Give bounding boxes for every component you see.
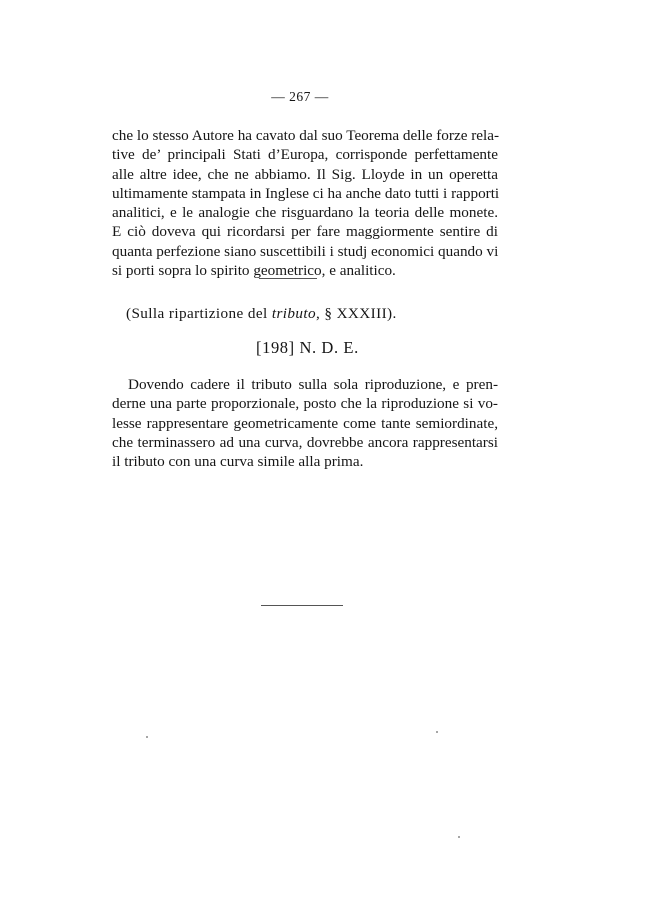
note-heading: [198] N. D. E. [256,338,359,357]
text-line: che lo stesso Autore ha cavato dal suo Teorema delle forze rela- [112,127,500,144]
page-number: — 267 — [271,89,329,104]
scan-speck [146,736,148,738]
scan-speck [436,731,438,733]
text-line: Dovendo cadere il tributo sulla sola riproduzione, e pren- [128,376,498,393]
end-divider [261,605,343,606]
text-line: lesse rappresentare geometricamente come tante semiordinate, [112,414,498,432]
section-heading [126,305,397,323]
section-divider [259,278,317,279]
text-line: ultimamente stampata in Inglese ci ha anche dato tutti i rapporti [112,184,500,202]
section-heading-suffix: , § XXXIII). [315,305,397,322]
text-line: quanta perfezione siano suscettibili i studj economici quando vi [112,242,499,260]
text-line: si porti sopra lo spirito geometrico, e analitico. [112,262,396,280]
section-heading-italic: tributo [271,305,316,322]
text-line: derne una parte proporzionale, posto che la riproduzione si vo- [112,395,498,413]
text-line: tive de’ principali Stati d’Europa, corrisponde perfettamente [112,146,498,164]
scan-speck [458,836,460,838]
note-paragraph [112,375,498,471]
paragraph-continued [112,126,498,280]
text-line: alle altre idee, che ne abbiamo. Il Sig. Lloyde in un operetta [112,165,498,183]
text-line: che terminassero ad una curva, dovrebbe ancora rappresentarsi [112,433,498,451]
text-line: E ciò doveva qui ricordarsi per fare maggiormente sentire di [112,223,498,241]
text-line: il tributo con una curva simile alla prima. [112,453,364,471]
text-line: analitici, e le analogie che risguardano la teoria delle monete. [112,204,498,222]
section-heading-prefix: (Sulla ripartizione del [126,305,272,322]
